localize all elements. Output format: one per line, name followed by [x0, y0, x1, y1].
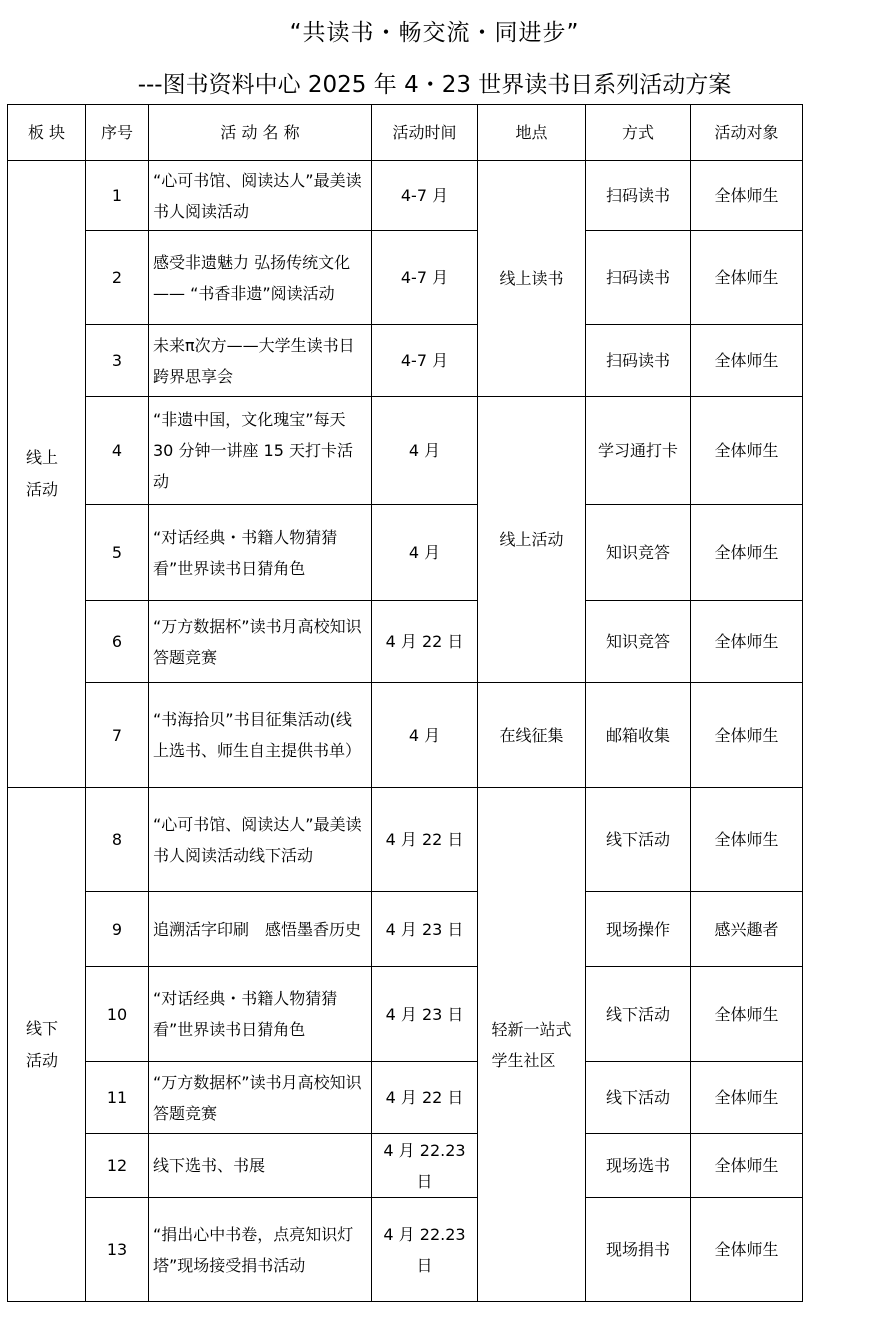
row-mode: 扫码读书 — [586, 161, 691, 231]
table-row — [8, 892, 803, 967]
row-name: “书海拾贝”书目征集活动(线上选书、师生自主提供书单） — [149, 683, 372, 788]
row-name: “捐出心中书卷，点亮知识灯塔”现场接受捐书活动 — [149, 1198, 372, 1302]
row-time: 4 月 — [372, 397, 478, 505]
row-target: 全体师生 — [691, 788, 803, 892]
row-target: 全体师生 — [691, 601, 803, 683]
table-row — [8, 683, 803, 788]
block-offline — [8, 788, 86, 1302]
place-online-activity: 线上活动 — [478, 397, 586, 683]
place-online-collection: 在线征集 — [478, 683, 586, 788]
row-target: 全体师生 — [691, 161, 803, 231]
row-time: 4 月 23 日 — [372, 967, 478, 1062]
row-time: 4 月 — [372, 505, 478, 601]
row-time: 4 月 22.23 日 — [372, 1134, 478, 1198]
row-target: 全体师生 — [691, 231, 803, 325]
row-mode: 现场操作 — [586, 892, 691, 967]
block-online-label: 线上活动 — [26, 448, 59, 499]
row-mode: 扫码读书 — [586, 231, 691, 325]
row-target: 全体师生 — [691, 683, 803, 788]
row-no: 10 — [86, 967, 149, 1062]
document-title: “共读书・畅交流・同进步” — [289, 20, 580, 46]
row-time: 4 月 — [372, 683, 478, 788]
row-time: 4-7 月 — [372, 231, 478, 325]
header-name: 活 动 名 称 — [149, 105, 372, 161]
row-mode: 扫码读书 — [586, 325, 691, 397]
row-no: 13 — [86, 1198, 149, 1302]
place-online-reading: 线上读书 — [478, 161, 586, 397]
header-time: 活动时间 — [372, 105, 478, 161]
row-mode: 现场选书 — [586, 1134, 691, 1198]
place-student-community — [478, 788, 586, 1302]
row-name: “万方数据杯”读书月高校知识答题竞赛 — [149, 601, 372, 683]
table-row — [8, 161, 803, 231]
row-time: 4-7 月 — [372, 325, 478, 397]
header-no: 序号 — [86, 105, 149, 161]
row-time: 4-7 月 — [372, 161, 478, 231]
row-no: 5 — [86, 505, 149, 601]
row-time: 4 月 22 日 — [372, 788, 478, 892]
row-no: 4 — [86, 397, 149, 505]
row-no: 2 — [86, 231, 149, 325]
row-name: “对话经典・书籍人物猜猜看”世界读书日猜角色 — [149, 505, 372, 601]
row-name: “非遗中国，文化瑰宝”每天 30 分钟一讲座 15 天打卡活动 — [149, 397, 372, 505]
row-name: 追溯活字印刷 感悟墨香历史 — [149, 892, 372, 967]
row-target: 全体师生 — [691, 1134, 803, 1198]
row-no: 7 — [86, 683, 149, 788]
activity-table — [7, 104, 803, 1302]
header-block: 板 块 — [8, 105, 86, 161]
row-time: 4 月 22.23 日 — [372, 1198, 478, 1302]
row-name: 未来π次方——大学生读书日跨界思享会 — [149, 325, 372, 397]
table-row — [8, 505, 803, 601]
table-row — [8, 325, 803, 397]
row-target: 全体师生 — [691, 505, 803, 601]
table-row — [8, 1062, 803, 1134]
row-no: 1 — [86, 161, 149, 231]
row-mode: 学习通打卡 — [586, 397, 691, 505]
row-no: 8 — [86, 788, 149, 892]
row-no: 9 — [86, 892, 149, 967]
row-name: “心可书馆、阅读达人”最美读书人阅读活动 — [149, 161, 372, 231]
row-name: “万方数据杯”读书月高校知识答题竞赛 — [149, 1062, 372, 1134]
row-mode: 线下活动 — [586, 967, 691, 1062]
block-online — [8, 161, 86, 788]
row-mode: 线下活动 — [586, 1062, 691, 1134]
row-name: “对话经典・书籍人物猜猜看”世界读书日猜角色 — [149, 967, 372, 1062]
table-row — [8, 601, 803, 683]
row-no: 6 — [86, 601, 149, 683]
table-row — [8, 967, 803, 1062]
row-time: 4 月 23 日 — [372, 892, 478, 967]
header-place: 地点 — [478, 105, 586, 161]
row-mode: 邮箱收集 — [586, 683, 691, 788]
table-row — [8, 1198, 803, 1302]
row-mode: 知识竞答 — [586, 505, 691, 601]
row-target: 全体师生 — [691, 1062, 803, 1134]
block-offline-label: 线下活动 — [26, 1018, 59, 1070]
row-name: 线下选书、书展 — [149, 1134, 372, 1198]
row-mode: 现场捐书 — [586, 1198, 691, 1302]
row-mode: 线下活动 — [586, 788, 691, 892]
table-row — [8, 788, 803, 892]
table-header-row — [8, 105, 803, 161]
table-row — [8, 231, 803, 325]
row-name: “心可书馆、阅读达人”最美读书人阅读活动线下活动 — [149, 788, 372, 892]
row-target: 全体师生 — [691, 967, 803, 1062]
row-target: 全体师生 — [691, 397, 803, 505]
row-time: 4 月 22 日 — [372, 601, 478, 683]
row-no: 3 — [86, 325, 149, 397]
table-row — [8, 397, 803, 505]
row-no: 11 — [86, 1062, 149, 1134]
row-target: 全体师生 — [691, 1198, 803, 1302]
header-mode: 方式 — [586, 105, 691, 161]
row-target: 全体师生 — [691, 325, 803, 397]
row-mode: 知识竞答 — [586, 601, 691, 683]
table-row — [8, 1134, 803, 1198]
row-no: 12 — [86, 1134, 149, 1198]
row-time: 4 月 22 日 — [372, 1062, 478, 1134]
row-name: 感受非遗魅力 弘扬传统文化—— “书香非遗”阅读活动 — [149, 231, 372, 325]
document-subtitle: ---图书资料中心 2025 年 4・23 世界读书日系列活动方案 — [137, 72, 732, 98]
header-target: 活动对象 — [691, 105, 803, 161]
place-student-community-label: 轻新一站式学生社区 — [491, 1019, 572, 1070]
row-target: 感兴趣者 — [691, 892, 803, 967]
